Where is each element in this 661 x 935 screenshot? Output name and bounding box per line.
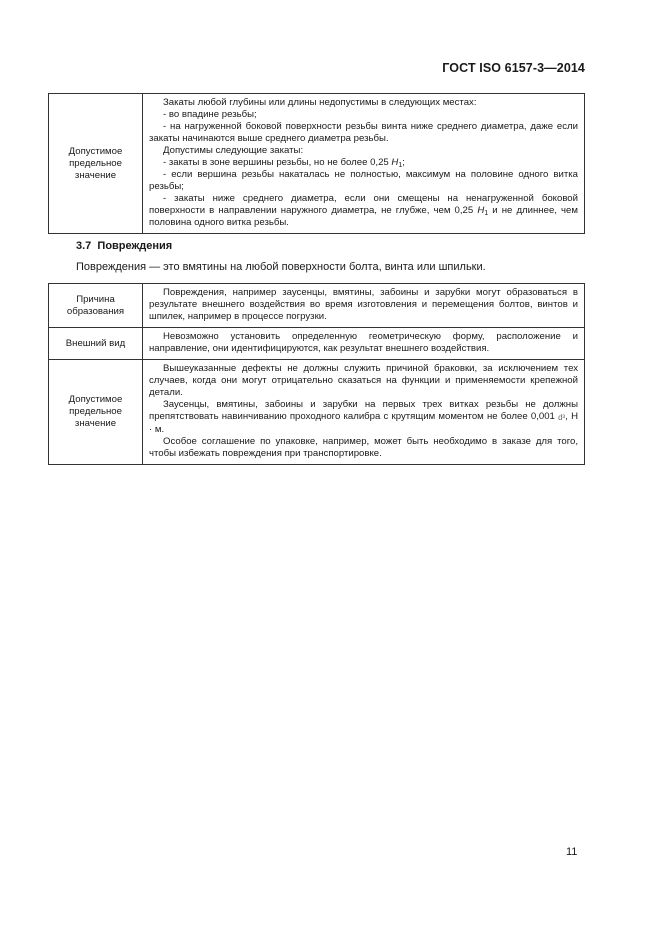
document-header-gost: ГОСТ ISO 6157-3—2014 <box>442 61 585 75</box>
cause-label: Причина образования <box>49 284 143 328</box>
permissible-limit-text-2: Вышеуказанные дефекты не должны служить причиной браковки, за исключением тех случаев, когда они могут отрицательно сказаться на функции и применяемости крепежной детали. Заусенцы, вмятины, забоины и зарубки на первых трех витках резьбы не должны препятствовать навинчиванию проходного калибра с крутящим моментом не более 0,001 d³, Н · м. Особое соглашение по упаковке, например, может быть необходимо в заказе для того, чтобы избежать повреждения при транспортировке. <box>143 360 585 465</box>
section-intro: Повреждения — это вмятины на любой поверхности болта, винта или шпильки. <box>76 261 486 273</box>
appearance-label: Внешний вид <box>49 328 143 360</box>
laps-item-flank: - на нагруженной боковой поверхности резьбы винта ниже среднего диаметра, даже если закаты начинаются выше среднего диаметра резьбы. <box>149 121 578 144</box>
table-row <box>49 360 585 465</box>
table-row <box>49 328 585 360</box>
laps-intro: Закаты любой глубины или длины недопустимы в следующих местах: <box>163 97 477 108</box>
laps-item-root: - во впадине резьбы; <box>163 109 257 120</box>
laps-allowed-crest: - закаты в зоне вершины резьбы, но не более 0,25 $H_1$; <box>163 157 405 169</box>
appearance-text: Невозможно установить определенную геометрическую форму, расположение и направление, они идентифицируются, как результат внешнего воздействия. <box>143 328 585 360</box>
permissible-limit-label: Допустимое предельное значение <box>49 94 143 234</box>
defect-table-top <box>48 93 585 234</box>
laps-allowed-intro: Допустимы следующие закаты: <box>163 145 304 156</box>
section-title: 3.7 Повреждения <box>76 240 173 252</box>
permissible-limit-label-2: Допустимое предельное значение <box>49 360 143 465</box>
page-number: 11 <box>566 846 578 858</box>
damage-table <box>48 283 585 465</box>
table-row <box>49 284 585 328</box>
cause-text: Повреждения, например заусенцы, вмятины, забоины и зарубки могут образоваться в результате внешнего воздействия во время изготовления и перемещения болтов, винтов и шпилек, например в процессе погрузки. <box>143 284 585 328</box>
permissible-limit-text <box>143 94 585 234</box>
cube-symbol-icon: d³ <box>558 413 566 422</box>
laps-allowed-below-pitch: - закаты ниже среднего диаметра, если они смещены на ненагруженной боковой поверхности в направлении наружного диаметра, не глубже, чем 0,25 $H_1$ и не длиннее, чем половина одного витка резьбы. <box>149 193 578 228</box>
laps-allowed-incomplete: - если вершина резьбы накаталась не полностью, максимум на половине одного витка резьбы; <box>149 169 578 192</box>
